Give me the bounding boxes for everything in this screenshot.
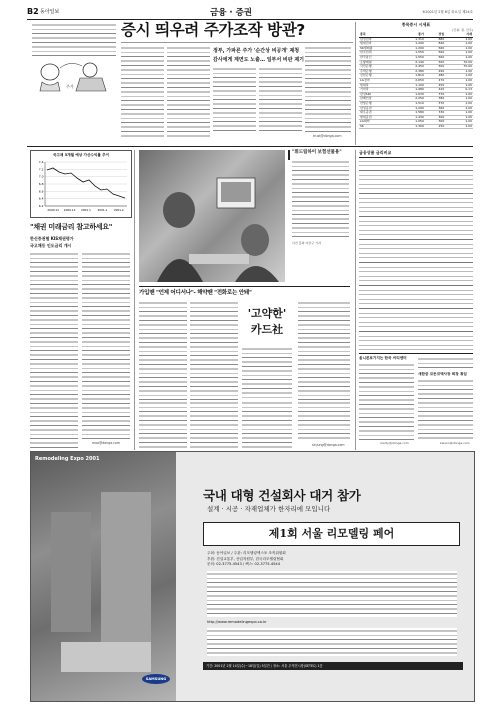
chart-y-tick: 6.4	[38, 196, 44, 201]
brief-2-byline: kwoon@donga.com	[440, 441, 470, 445]
card-story-column-6	[190, 400, 238, 448]
ad-left-photo	[31, 452, 176, 701]
col-divider-right	[355, 150, 356, 450]
market-table-header-cell: 종가	[397, 33, 425, 37]
left-story-headline: "채권 미래금리 참고하세요"	[30, 223, 113, 231]
market-table-row	[359, 124, 473, 129]
market-table-cell: 1,430	[397, 115, 425, 120]
card-story-byline: sinjung@donga.com	[312, 443, 345, 447]
market-table-cell: 300	[425, 115, 445, 120]
market-table-cell: 포항제철	[359, 60, 397, 65]
market-table-cell: LG화학	[359, 120, 397, 125]
left-story-column-1	[30, 251, 78, 448]
photo-credit: 사진 홍의 이한구 기자	[292, 241, 321, 245]
market-table-cell: 1,550	[397, 51, 425, 56]
market-table-cell: 500	[425, 65, 445, 70]
card-story-column-1	[139, 300, 187, 400]
market-table-cell: 370	[425, 92, 445, 97]
ad-date-box	[203, 662, 463, 670]
ad-org-line-2: 후원: 건설교통부, 산업자원부, 한국리모델링협회	[207, 556, 284, 561]
market-table-cell: 주택은행	[359, 69, 397, 74]
market-table-header-cell: 종목	[359, 33, 397, 37]
photo-caption-box	[288, 150, 350, 282]
market-table-cell: 360	[425, 106, 445, 111]
left-story-subhead: 한신증권협 KIS채권평가	[30, 236, 74, 241]
ad-detail-text	[207, 571, 457, 617]
card-story-rule	[139, 286, 350, 287]
left-story-byline: moo@donga.com	[92, 441, 120, 445]
brief-2-text	[418, 378, 473, 440]
top-story-column-3	[213, 66, 256, 132]
ad-date: 기간: 2001년 2월 14일(수)~18일(일) 5일간 / 장소: 서울 무역전시장(SETEC) 1층	[206, 664, 323, 668]
market-table-cell: LG전자	[359, 78, 397, 83]
market-table-cell: 삼성SDI	[359, 92, 397, 97]
chart-y-tick: 7.0	[38, 174, 44, 179]
market-table-cell: 1,810	[397, 74, 425, 79]
left-story-column-2	[82, 251, 130, 441]
brief-2-title: 새한증 코든코엑사장 회장 취임	[418, 372, 467, 376]
chart-y-tick: 6.6	[38, 189, 44, 194]
market-table-cell: 현대전자	[359, 42, 397, 47]
market-table-cell: 한빛은행	[359, 101, 397, 106]
chart-x-tick: 2001.2	[113, 208, 124, 212]
market-table-subtitle: (단위: 원, 만주)	[452, 28, 473, 32]
card-story-column-3	[242, 346, 292, 400]
market-table-cell: 삼성전자	[359, 37, 397, 42]
market-table-cell: 480	[425, 74, 445, 79]
card-story-column-4	[298, 300, 350, 400]
market-table-cell: 370	[425, 101, 445, 106]
chart-y-tick: 7.2	[38, 167, 44, 172]
market-table-header-cell: 전일	[425, 33, 445, 37]
market-table-cell: 1.00	[445, 42, 473, 47]
market-table-cell: 대우증권	[359, 111, 397, 116]
top-story-column-5	[305, 45, 351, 132]
svg-text:주가: 주가	[66, 84, 74, 89]
market-table-cell: 1.00	[445, 37, 473, 42]
market-table-cell: 1,290	[397, 106, 425, 111]
market-table-header-cell: 거래	[445, 33, 473, 37]
brief-2-lead	[418, 356, 473, 370]
market-table-title: 종목증시 시세표	[401, 22, 431, 27]
market-table-cell: 2,450	[397, 65, 425, 70]
market-table-grid	[359, 33, 473, 129]
card-story-pull-quote: '고약한' 카드社	[247, 307, 287, 336]
left-story-subhead-2: 국고채등 인도금리 개시	[30, 243, 72, 248]
top-story-column-1	[121, 45, 164, 140]
chart-x-tick: 2000.12	[63, 208, 76, 212]
market-table-cell: 한국통신	[359, 55, 397, 60]
top-story-column-4	[259, 66, 302, 132]
card-story-column-2	[190, 300, 238, 400]
photo-caption-title: "휘드립하이 보험선물용"	[292, 150, 342, 155]
top-story-subhead-2: 감사에게 계면도 노출… 일부서 비판 제기	[213, 57, 304, 63]
rate-table-title: 금융상품 금리비교	[359, 150, 392, 155]
market-table-cell: 1.00	[445, 92, 473, 97]
chart-series-line	[47, 168, 125, 198]
market-table-cell: 2,650	[397, 78, 425, 83]
market-table-cell: 1.00	[445, 124, 473, 129]
page-number: B2	[27, 7, 39, 16]
card-story-headline: 가입땐 "언제 어디서나"- 해약땐 "전화로는 안돼"	[139, 290, 252, 296]
ad-website: http://www.remodelingexpo.co.kr	[207, 620, 267, 624]
market-table-cell: 300	[425, 120, 445, 125]
ad-expo-title-box	[203, 522, 460, 546]
market-table-cell: 1,510	[397, 101, 425, 106]
market-table-cell: SK텔레콤	[359, 46, 397, 51]
paper-name: 동아일보	[40, 9, 60, 15]
market-table-cell: 840	[425, 42, 445, 47]
chart-y-tick: 7.4	[38, 160, 44, 164]
chart-x-tick: 2000.12	[47, 208, 59, 212]
ad-org-list	[207, 551, 457, 568]
top-story-subhead-1: 정부, 가파른 주가 '순간상 비공개' 제청	[213, 48, 300, 54]
market-table-cell: 1.00	[445, 74, 473, 79]
section-title: 금융 · 증권	[210, 8, 252, 18]
market-table-cell: 신한은행	[359, 74, 397, 79]
market-table-cell: 1.00	[445, 111, 473, 116]
market-table-cell: 1,310	[397, 37, 425, 42]
market-table-cell: 국민은행	[359, 65, 397, 70]
market-table-cell: 1.00	[445, 55, 473, 60]
chart-x-tick: 2001.1	[97, 208, 108, 212]
market-table-cell: 380	[425, 97, 445, 102]
market-table-cell: 470	[425, 78, 445, 83]
market-table-cell: 삼성증권	[359, 106, 397, 111]
market-table-cell: 560	[425, 55, 445, 60]
market-table-cell: 1.00	[445, 106, 473, 111]
col-divider-top	[355, 22, 356, 145]
market-table-cell: 880	[425, 37, 445, 42]
masthead-rule	[27, 19, 473, 20]
market-table	[359, 22, 473, 140]
market-table-cell: 1,300	[397, 124, 425, 129]
chart-plot	[31, 158, 131, 216]
market-table-cell: 2,140	[397, 60, 425, 65]
ad-headline: 국내 대형 건설회사 대거 참가	[203, 488, 361, 503]
market-table-cell: 담배인삼	[359, 97, 397, 102]
top-section-rule	[27, 146, 473, 147]
market-table-cell: 0.13	[445, 88, 473, 93]
market-table-cell: 560	[425, 46, 445, 51]
market-table-cell: 2,250	[397, 97, 425, 102]
col-divider-left	[134, 150, 135, 450]
news-photo	[139, 150, 285, 282]
masthead	[27, 6, 473, 18]
market-table-cell: 한국전력	[359, 51, 397, 56]
market-table-cell: 70.00	[445, 65, 473, 70]
market-table-cell: 1.00	[445, 51, 473, 56]
top-story-headline: 증시 띄우려 주가조작 방관?	[121, 21, 305, 39]
market-table-cell: 1.00	[445, 115, 473, 120]
market-table-cell: 2,380	[397, 69, 425, 74]
market-table-cell: 현대차	[359, 83, 397, 88]
market-table-cell: 1.00	[445, 46, 473, 51]
ad-org-line-1: 주최: 동아일보 / 주관: 리모델링엑스포 조직위원회	[207, 551, 286, 555]
market-table-cell: 1,200	[397, 46, 425, 51]
ad-banner: Remodeling Expo 2001	[35, 456, 100, 462]
chart-y-tick: 6.8	[38, 182, 44, 186]
top-story-column-2	[167, 45, 210, 140]
market-table-cell: 500	[425, 60, 445, 65]
market-table-cell: 1,550	[397, 55, 425, 60]
market-table-cell: 1,580	[397, 111, 425, 116]
market-table-cell: 기아차	[359, 88, 397, 93]
market-table-cell: 70.00	[445, 60, 473, 65]
market-table-cell: 1.00	[445, 97, 473, 102]
card-story-column-8	[298, 400, 350, 442]
market-table-cell: 1.00	[445, 69, 473, 74]
market-table-cell: 560	[425, 51, 445, 56]
brief-1-title: 옴니콘보기지는 한국 씨티센터	[359, 356, 407, 360]
card-story-column-7	[242, 400, 292, 448]
market-table-cell: 490	[425, 69, 445, 74]
market-table-cell: SK	[359, 124, 397, 129]
headline-rule	[121, 42, 353, 43]
market-table-cell: 1.00	[445, 83, 473, 88]
market-table-cell: 1,050	[397, 120, 425, 125]
market-table-cell: 1.00	[445, 101, 473, 106]
market-table-cell: 1,290	[397, 42, 425, 47]
photo-caption-text	[292, 159, 349, 239]
market-table-cell: 330	[425, 111, 445, 116]
market-table-cell: 현대증권	[359, 115, 397, 120]
card-story-column-5	[139, 400, 187, 448]
top-story-byline: trust@donga.com	[313, 134, 342, 138]
photo-caption-mark	[288, 150, 290, 160]
market-table-cell: 1.00	[445, 78, 473, 83]
market-table-cell: 450	[425, 83, 445, 88]
cartoon-illustration	[30, 58, 118, 92]
market-table-cell: 1,630	[397, 92, 425, 97]
ad-expo-title: 제1회 서울 리모델링 페어	[268, 527, 395, 540]
market-table-cell: 1,980	[397, 88, 425, 93]
market-table-cell: 420	[425, 88, 445, 93]
market-table-cell: 250	[425, 124, 445, 129]
chart-box	[30, 150, 132, 218]
brief-1-byline: marty@donga.com	[380, 441, 409, 445]
advertisement	[30, 451, 475, 702]
intro-text	[32, 22, 116, 59]
ad-org-line-3: 문의: 02-3775-4543 / 팩스: 02-3775-4544	[207, 562, 281, 566]
chart-y-tick: 6.2	[38, 204, 44, 208]
brief-1-text	[359, 362, 414, 440]
chart-title: 국고채 3개월 예상 가산수익률 추이	[52, 153, 110, 157]
market-table-cell: 1.00	[445, 120, 473, 125]
issue-date: ※2001년 2월 6일 화요일 제24호	[422, 10, 473, 14]
chart-x-tick: 2001.1	[81, 208, 91, 212]
rate-table	[359, 157, 473, 354]
ad-subline: 설계 · 시공 · 자재업체가 한자리에 모입니다	[207, 505, 331, 513]
ad-detail-text-2	[207, 628, 457, 656]
market-table-cell: 1,100	[397, 83, 425, 88]
ad-sponsor-logo: SAMSUNG	[142, 674, 170, 684]
